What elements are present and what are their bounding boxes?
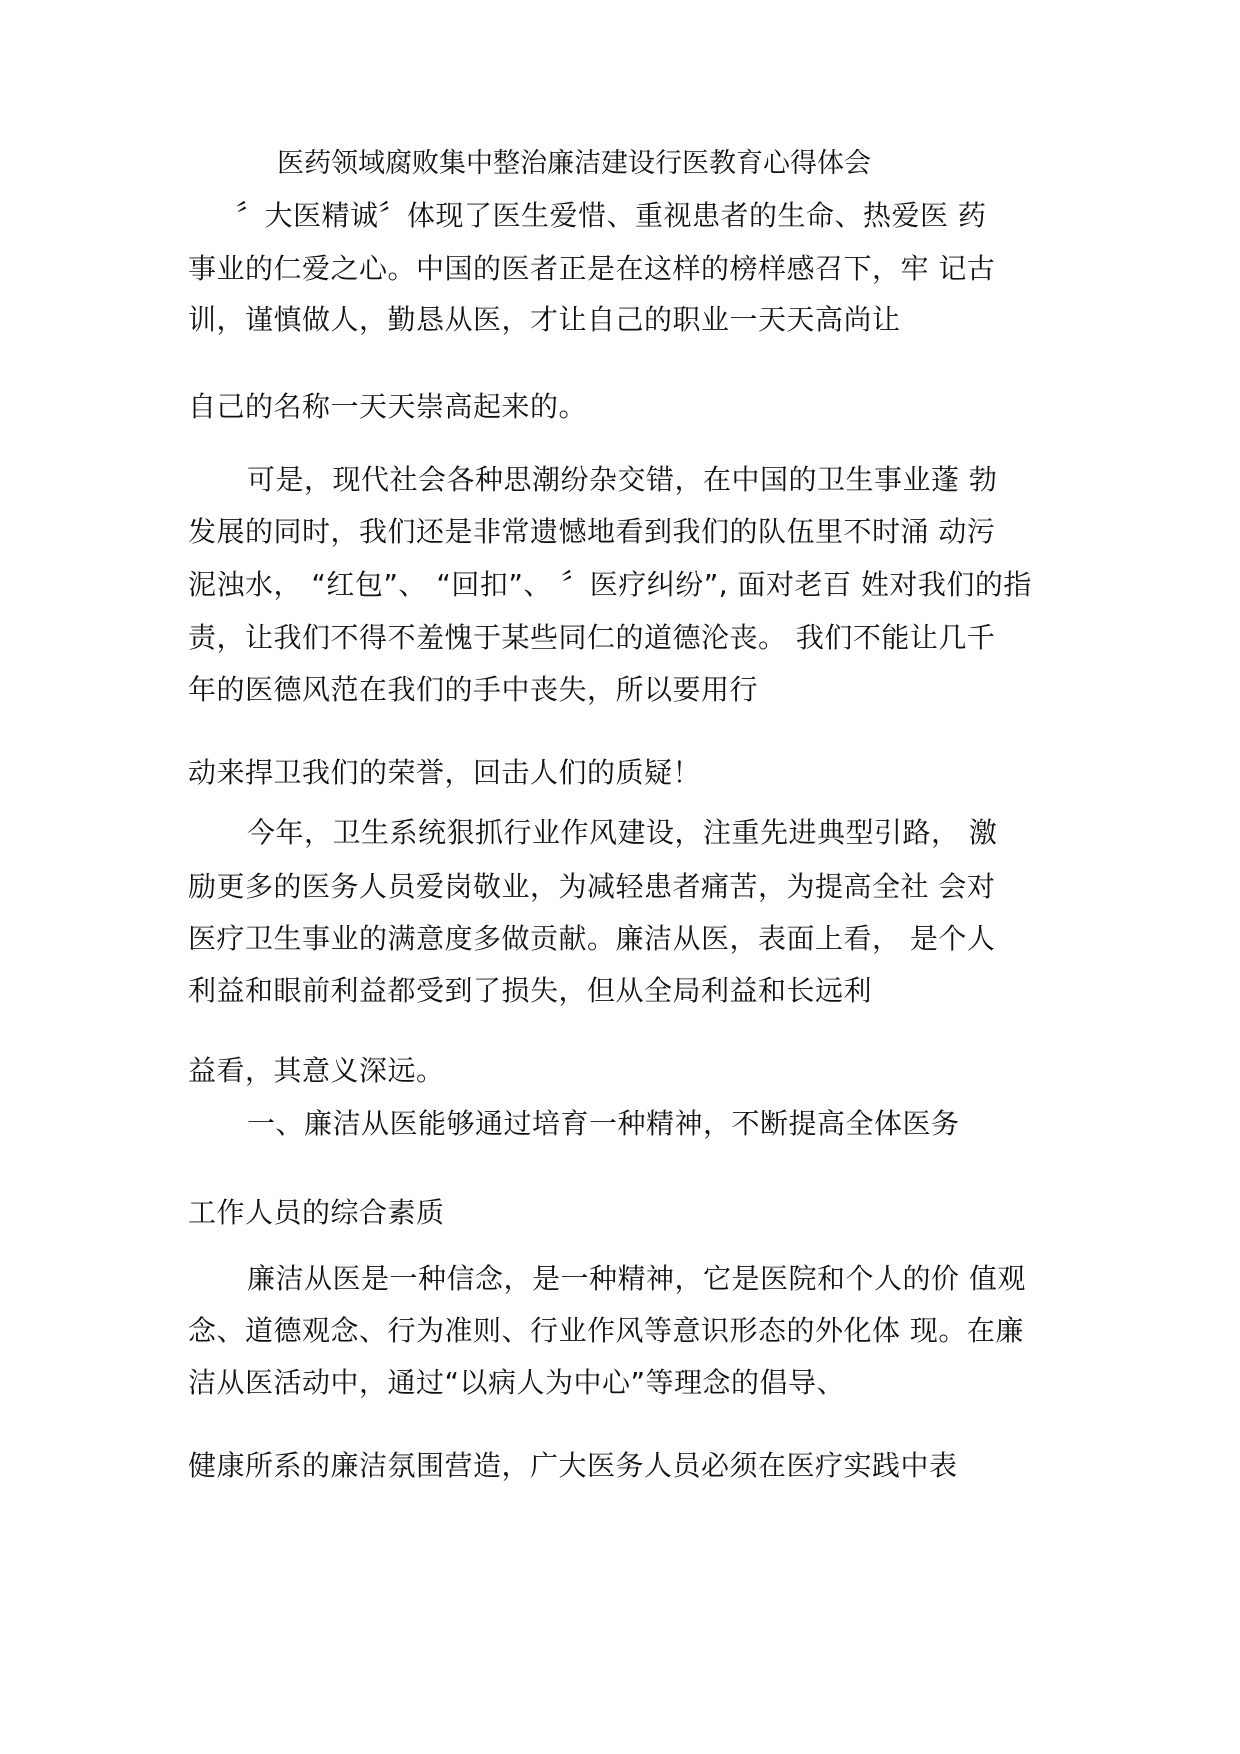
section-heading-line: 工作人员的综合素质	[188, 1196, 445, 1229]
paragraph-line: 发展的同时，我们还是非常遗憾地看到我们的队伍里不时涌 动污	[188, 515, 996, 548]
paragraph-line: 健康所系的廉洁氛围营造，广大医务人员必须在医疗实践中表	[188, 1449, 958, 1482]
paragraph-line: 医疗卫生事业的满意度多做贡献。廉洁从医，表面上看， 是个人	[188, 922, 996, 955]
paragraph-line: 廉洁从医是一种信念，是一种精神，它是医院和个人的价 值观	[247, 1262, 1026, 1295]
paragraph-line: 自己的名称一天天崇高起来的。	[188, 390, 588, 423]
section-heading-line: 一、廉洁从医能够通过培育一种精神，不断提高全体医务	[247, 1107, 960, 1140]
paragraph-line: 念、道德观念、行为准则、行业作风等意识形态的外化体 现。在廉	[188, 1314, 1024, 1347]
paragraph-line: 动来捍卫我们的荣誉，回击人们的质疑！	[188, 756, 702, 789]
paragraph-line: 可是，现代社会各种思潮纷杂交错，在中国的卫生事业蓬 勃	[247, 463, 998, 496]
document-title: 医药领域腐败集中整治廉洁建设行医教育心得体会	[277, 148, 871, 179]
paragraph-line: 责，让我们不得不羞愧于某些同仁的道德沦丧。 我们不能让几千	[188, 621, 996, 654]
paragraph-line: 今年，卫生系统狠抓行业作风建设，注重先进典型引路， 激	[247, 816, 998, 849]
paragraph-line: 利益和眼前利益都受到了损失，但从全局利益和长远利	[188, 974, 873, 1007]
paragraph-line: 益看，其意义深远。	[188, 1054, 445, 1087]
paragraph-line: 训，谨慎做人，勤恳从医，才让自己的职业一天天高尚让	[188, 303, 901, 336]
paragraph-line: 〞大医精诚〞体现了医生爱惜、重视患者的生命、热爱医 药	[236, 199, 987, 232]
paragraph-line: 洁从医活动中，通过“以病人为中心”等理念的倡导、	[188, 1366, 846, 1399]
paragraph-line: 泥浊水， “红包”、 “回扣”、 〞医疗纠纷”, 面对老百 姓对我们的指	[188, 568, 1032, 601]
paragraph-line: 事业的仁爱之心。中国的医者正是在这样的榜样感召下，牢 记古	[188, 252, 996, 285]
paragraph-line: 励更多的医务人员爱岗敬业，为减轻患者痛苦，为提高全社 会对	[188, 870, 996, 903]
paragraph-line: 年的医德风范在我们的手中丧失，所以要用行	[188, 673, 759, 706]
